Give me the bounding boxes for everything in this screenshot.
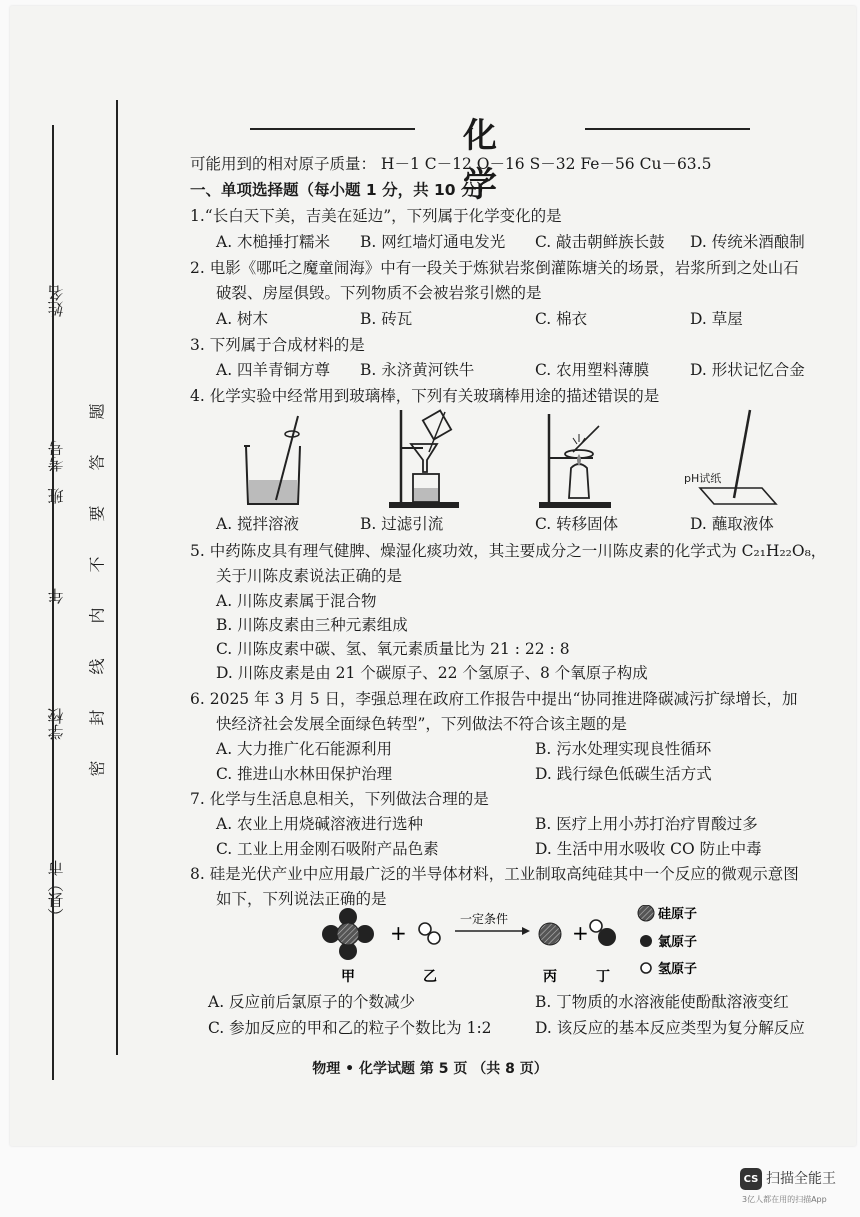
q6-stem-line2: 快经济社会发展全面绿色转型”，下列做法不符合该主题的是 <box>216 715 627 733</box>
q7-stem: 7. 化学与生活息息相关，下列做法合理的是 <box>190 790 489 808</box>
label-ding: 丁 <box>596 969 610 985</box>
q4-option-a: A. 搅拌溶液 <box>216 515 300 533</box>
seal-char: 要 <box>87 505 107 522</box>
seal-char: 答 <box>87 454 107 471</box>
camscanner-logo-icon: CS <box>740 1168 762 1190</box>
q7-option-a: A. 农业上用烧碱溶液进行选种 <box>216 815 424 833</box>
ph-paper-label: pH试纸 <box>684 472 722 485</box>
q7-option-c: C. 工业上用金刚石吸附产品色素 <box>216 840 439 858</box>
section-heading: 一、单项选择题（每小题 1 分，共 10 分） <box>190 181 492 199</box>
binding-name-label: 姓名 <box>47 285 66 317</box>
label-yi: 乙 <box>423 969 437 985</box>
q6-option-b: B. 污水处理实现良性循环 <box>535 740 712 758</box>
q3-option-c: C. 农用塑料薄膜 <box>535 361 650 379</box>
seal-char: 内 <box>87 607 107 624</box>
seal-notice <box>84 400 108 780</box>
q8-option-d: D. 该反应的基本反应类型为复分解反应 <box>535 1019 805 1037</box>
q8-option-a: A. 反应前后氯原子的个数减少 <box>208 993 416 1011</box>
q2-option-b: B. 砖瓦 <box>360 310 413 328</box>
binding-school-label: 学校 <box>47 708 66 740</box>
q4-option-b: B. 过滤引流 <box>360 515 444 533</box>
seal-char: 题 <box>87 403 107 420</box>
si-atom <box>337 923 359 945</box>
q7-option-d: D. 生活中用水吸收 CO 防止中毒 <box>535 840 762 858</box>
binding-city-label: （县）市 <box>47 860 66 924</box>
camscanner-name: 扫描全能王 <box>766 1171 836 1187</box>
q6-option-c: C. 推进山水林田保护治理 <box>216 765 393 783</box>
cl-atom <box>598 928 616 946</box>
si-atom <box>539 923 561 945</box>
atomic-mass-line: 可能用到的相对原子质量： H－1 C－12 O－16 S－32 Fe－56 Cu－63.5 <box>190 155 712 173</box>
scanner-footer-area <box>0 1150 860 1217</box>
q3-option-d: D. 形状记忆合金 <box>690 361 805 379</box>
q1-option-c: C. 敲击朝鲜族长鼓 <box>535 233 665 251</box>
q5-option-c: C. 川陈皮素中碳、氢、氧元素质量比为 21 : 22 : 8 <box>216 640 570 658</box>
seal-char: 不 <box>87 556 107 573</box>
q8-stem-line1: 8. 硅是光伏产业中应用最广泛的半导体材料，工业制取高纯硅其中一个反应的微观示意图 <box>190 865 799 883</box>
binding-exam-no-label: 考号 <box>47 440 66 472</box>
q2-option-d: D. 草屋 <box>690 310 743 328</box>
legend-si-icon <box>638 905 654 921</box>
q5-stem-line2: 关于川陈皮素说法正确的是 <box>216 567 403 585</box>
q2-stem-line1: 2. 电影《哪吒之魔童闹海》中有一段关于炼狱岩浆倒灌陈塘关的场景，岩浆所到之处山石 <box>190 259 799 277</box>
q3-stem: 3. 下列属于合成材料的是 <box>190 336 365 354</box>
legend-cl-icon <box>640 935 652 947</box>
q3-option-b: B. 永济黄河铁牛 <box>360 361 475 379</box>
title-rule-right <box>585 128 750 130</box>
q7-option-b: B. 医疗上用小苏打治疗胃酸过多 <box>535 815 758 833</box>
q8-stem-line2: 如下，下列说法正确的是 <box>216 890 387 908</box>
plus-sign: + <box>572 921 589 945</box>
q4-figure-filtration <box>385 408 465 512</box>
q8-reaction-diagram <box>310 905 830 985</box>
seal-char: 密 <box>87 760 107 777</box>
legend-h-label: 氢原子 <box>658 962 698 977</box>
q5-option-d: D. 川陈皮素是由 21 个碳原子、22 个氢原子、8 个氧原子构成 <box>216 664 648 682</box>
reaction-condition: 一定条件 <box>460 912 509 926</box>
q1-option-a: A. 木槌捶打糯米 <box>216 233 331 251</box>
page-footer: 物理 • 化学试题 第 5 页 （共 8 页） <box>312 1061 548 1077</box>
q4-option-d: D. 蘸取液体 <box>690 515 774 533</box>
q3-option-a: A. 四羊青铜方尊 <box>216 361 331 379</box>
binding-line-inner <box>116 100 118 1055</box>
q4-stem: 4. 化学实验中经常用到玻璃棒，下列有关玻璃棒用途的描述错误的是 <box>190 387 660 405</box>
q8-option-b: B. 丁物质的水溶液能使酚酞溶液变红 <box>535 993 789 1011</box>
q1-stem: 1.“长白天下美，吉美在延边”，下列属于化学变化的是 <box>190 207 562 225</box>
q2-stem-line2: 破裂、房屋俱毁。下列物质不会被岩浆引燃的是 <box>216 284 542 302</box>
q4-figure-ph-test <box>680 408 790 512</box>
q4-option-c: C. 转移固体 <box>535 515 619 533</box>
q2-option-a: A. 树木 <box>216 310 269 328</box>
h-atom <box>590 920 602 932</box>
binding-grade-label: 年 <box>47 588 66 604</box>
seal-char: 线 <box>87 658 107 675</box>
h-atom <box>428 932 440 944</box>
q6-option-a: A. 大力推广化石能源利用 <box>216 740 393 758</box>
q2-option-c: C. 棉衣 <box>535 310 588 328</box>
legend-cl-label: 氯原子 <box>658 935 698 950</box>
label-bing: 丙 <box>543 969 557 985</box>
q5-stem-line1: 5. 中药陈皮具有理气健脾、燥湿化痰功效，其主要成分之一川陈皮素的化学式为 C₂₁H₂₂O₈， <box>190 542 827 560</box>
q5-option-a: A. 川陈皮素属于混合物 <box>216 592 377 610</box>
legend-si-label: 硅原子 <box>658 907 698 922</box>
title-rule-left <box>250 128 415 130</box>
plus-sign: + <box>390 921 407 945</box>
q4-figure-evaporation <box>535 408 615 512</box>
question-content <box>190 150 840 1050</box>
camscanner-tagline: 3亿人都在用的扫描App <box>742 1195 827 1204</box>
binding-class-label: 班 <box>47 488 66 504</box>
q5-option-b: B. 川陈皮素由三种元素组成 <box>216 616 408 634</box>
q4-figure-beaker-stirring <box>240 412 310 512</box>
q1-option-b: B. 网红墙灯通电发光 <box>360 233 506 251</box>
q6-option-d: D. 践行绿色低碳生活方式 <box>535 765 712 783</box>
seal-char: 封 <box>87 709 107 726</box>
q6-stem-line1: 6. 2025 年 3 月 5 日，李强总理在政府工作报告中提出“协同推进降碳减污扩绿增长，加 <box>190 690 798 708</box>
page-title: 化 学 <box>463 116 537 205</box>
q1-option-d: D. 传统米酒酿制 <box>690 233 805 251</box>
label-jia: 甲 <box>341 969 355 985</box>
legend-h-icon <box>641 963 651 973</box>
q8-option-c: C. 参加反应的甲和乙的粒子个数比为 1:2 <box>208 1019 492 1037</box>
